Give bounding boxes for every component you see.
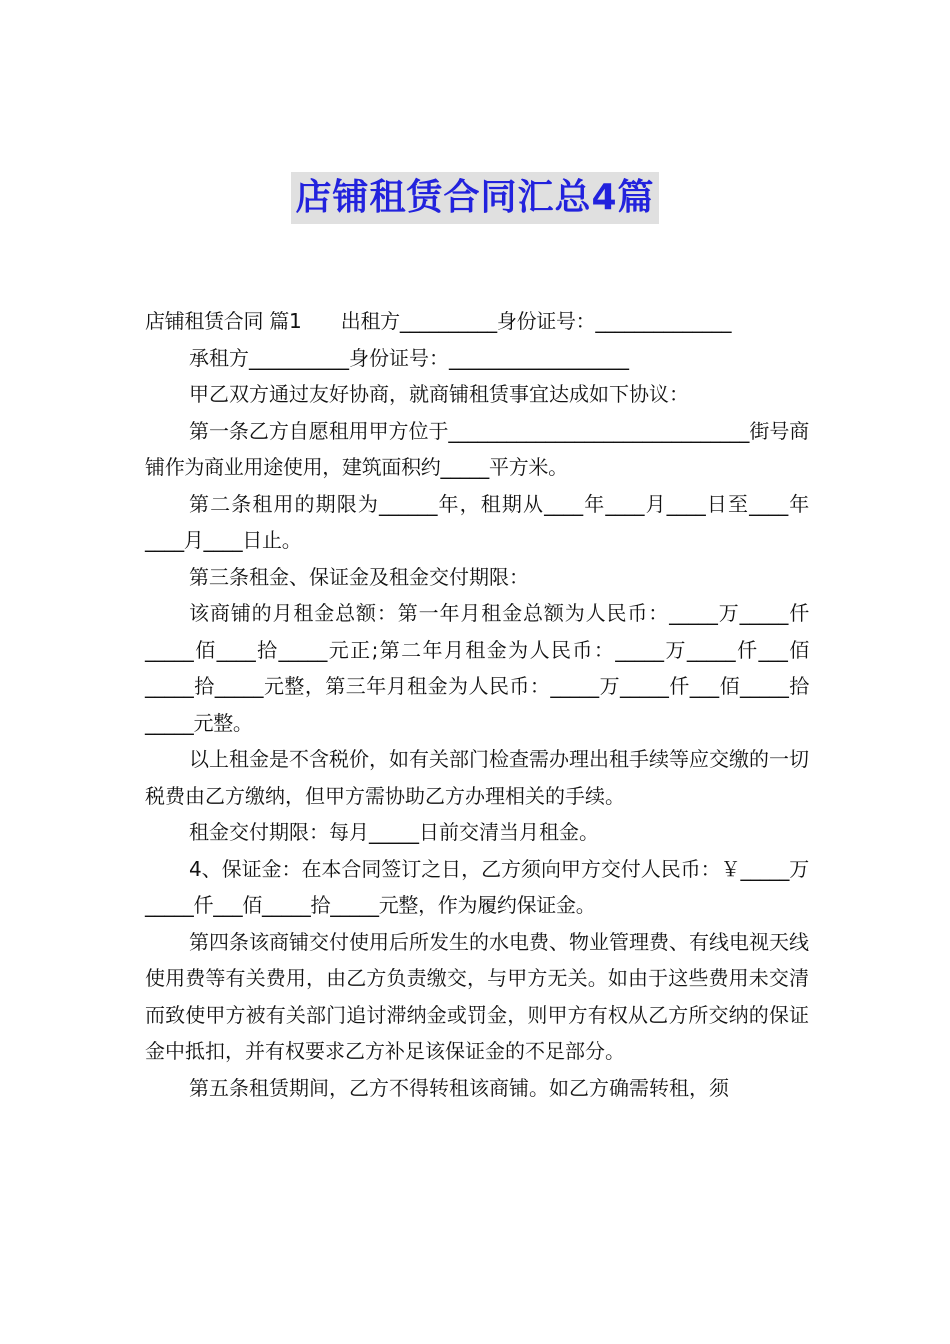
paragraph-article-5: 第五条租赁期间，乙方不得转租该商铺。如乙方确需转租，须 <box>189 1075 729 1100</box>
paragraph-tax-note: 以上租金是不含税价，如有关部门检查需办理出租手续等应交缴的一切税费由乙方缴纳，但甲方需协助乙方办理相关的手续。 <box>145 747 809 808</box>
paragraph-deposit: 4、保证金：在本合同签订之日，乙方须向甲方交付人民币：￥_____万_____仟___佰_____拾_____元整，作为履约保证金。 <box>145 856 809 917</box>
paragraph-article-3: 第三条租金、保证金及租金交付期限： <box>189 564 529 589</box>
paragraph-header: 店铺租赁合同 篇1 出租方__________身份证号：______________ <box>145 309 732 333</box>
paragraph-payment-deadline: 租金交付期限：每月_____日前交清当月租金。 <box>189 820 599 844</box>
paragraph-agreement: 甲乙双方通过友好协商，就商铺租赁事宜达成如下协议： <box>189 382 689 406</box>
document-body <box>145 303 809 1106</box>
paragraph-article-1: 第一条乙方自愿租用甲方位于_______________________________街号商铺作为商业用途使用，建筑面积约_____平方米。 <box>145 418 809 479</box>
paragraph-monthly-rent: 该商铺的月租金总额：第一年月租金总额为人民币：_____万_____仟_____佰____拾_____元正;第二年月租金为人民币：_____万_____仟___佰_____拾_____元整，第三年月租金为人民币：_____万_____仟___佰_____拾_____元整。 <box>145 601 809 735</box>
paragraph-article-4: 第四条该商铺交付使用后所发生的水电费、物业管理费、有线电视天线使用费等有关费用，由乙方负责缴交，与甲方无关。如由于这些费用未交清而致使甲方被有关部门追讨滞纳金或罚金，则甲方有权从乙方所交纳的保证金中抵扣，并有权要求乙方补足该保证金的不足部分。 <box>145 929 809 1063</box>
title-block <box>0 172 950 224</box>
paragraph-lessee: 承租方__________身份证号：__________________ <box>189 345 629 370</box>
paragraph-article-2: 第二条租用的期限为______年，租期从____年____月____日至____年____月____日止。 <box>145 491 809 552</box>
document-title: 店铺租赁合同汇总4篇 <box>291 172 658 224</box>
